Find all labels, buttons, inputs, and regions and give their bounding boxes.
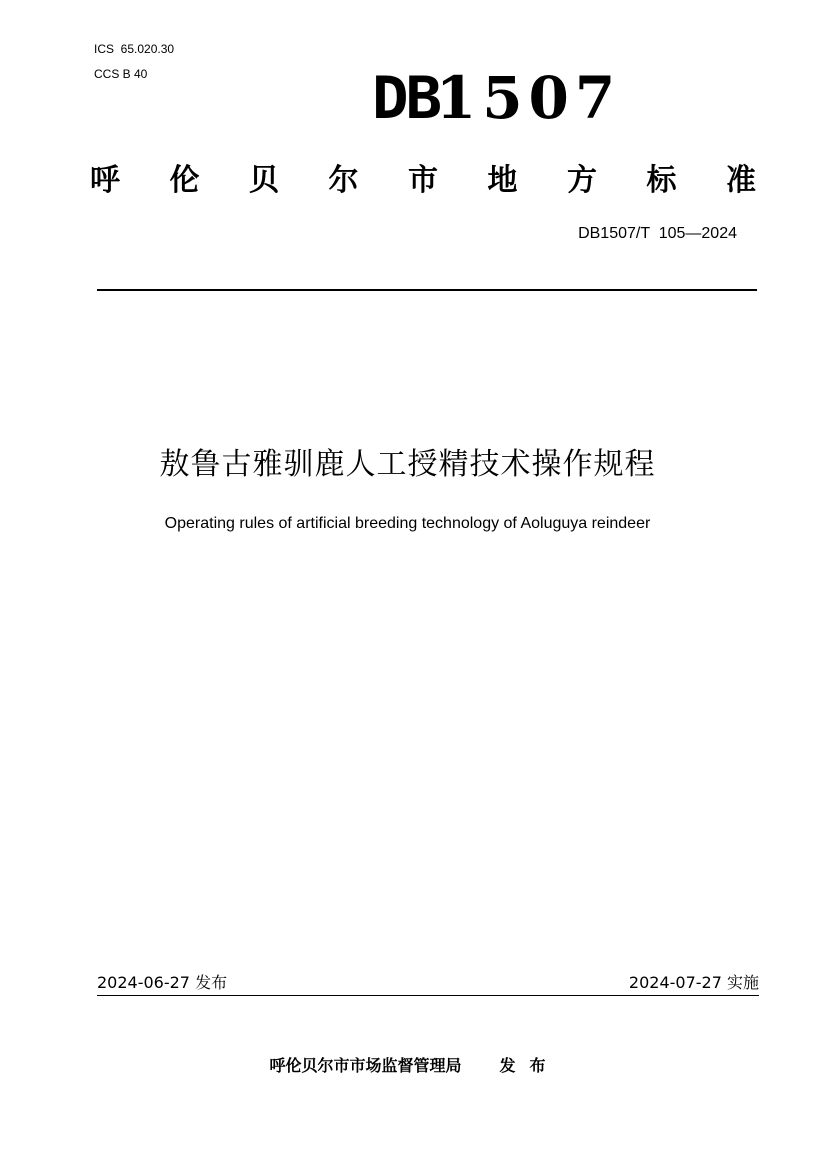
standard-type-char: 伦 bbox=[169, 163, 200, 198]
standard-type-char: 贝 bbox=[249, 163, 279, 198]
standard-type-char: 尔 bbox=[328, 163, 359, 198]
standard-type-heading bbox=[90, 160, 756, 202]
standard-number: DB1507/T 105—2024 bbox=[578, 225, 737, 242]
standard-type-char: 方 bbox=[567, 163, 597, 198]
document-title-chinese: 敖鲁古雅驯鹿人工授精技术操作规程 bbox=[159, 447, 656, 482]
standard-type-char: 市 bbox=[408, 163, 438, 198]
publisher-action: 发 bbox=[499, 1056, 516, 1075]
implementation-date: 2024-07-27 实施 bbox=[628, 973, 759, 992]
standard-type-char: 地 bbox=[487, 163, 518, 198]
publisher-action: 布 bbox=[529, 1056, 546, 1075]
ccs-code: CCS B 40 bbox=[94, 67, 148, 81]
standard-type-char: 标 bbox=[646, 163, 677, 198]
publisher-name: 呼伦贝尔市市场监督管理局 bbox=[269, 1056, 462, 1075]
top-divider bbox=[97, 289, 757, 291]
bottom-divider bbox=[97, 995, 759, 996]
document-title-english: Operating rules of artificial breeding technology of Aoluguya reindeer bbox=[164, 515, 651, 532]
logo-letters: DB bbox=[372, 64, 440, 132]
standard-type-char: 准 bbox=[726, 163, 756, 198]
issue-date: 2024-06-27 发布 bbox=[97, 973, 228, 992]
ics-code: ICS 65.020.30 bbox=[94, 42, 175, 56]
db-logo bbox=[372, 66, 692, 130]
logo-digits: 1507 bbox=[435, 64, 622, 132]
publisher-line bbox=[0, 1055, 815, 1077]
standard-type-char: 呼 bbox=[90, 163, 120, 198]
